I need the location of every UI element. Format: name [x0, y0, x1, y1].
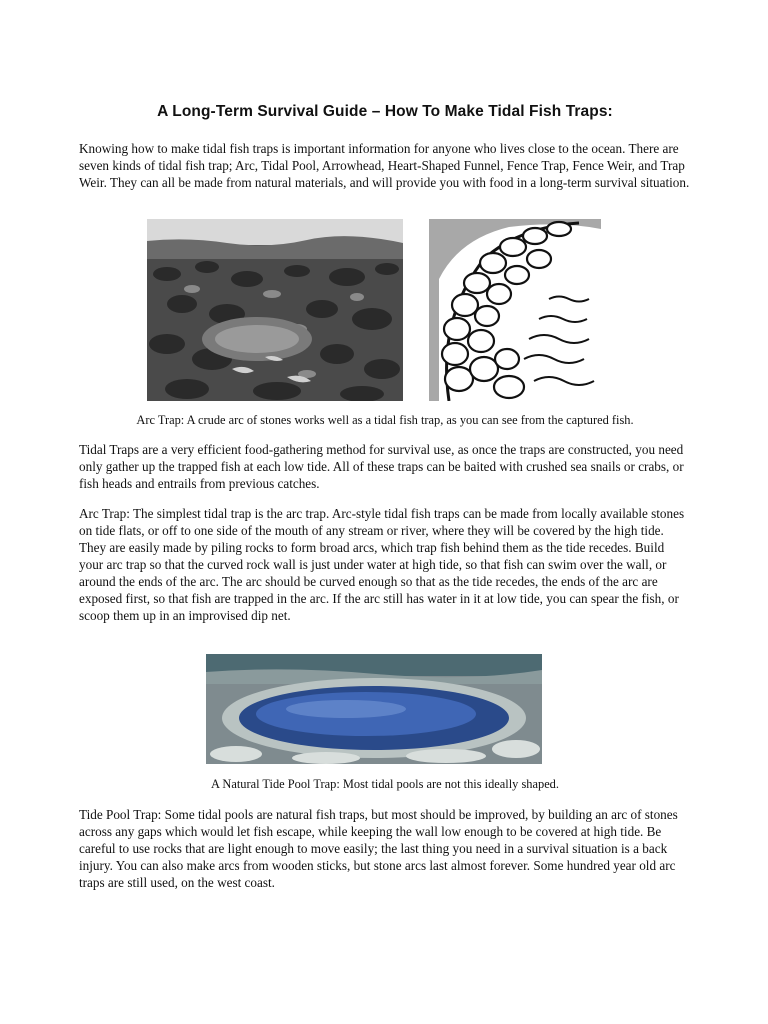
tide-pool-photo — [206, 654, 542, 764]
arc-trap-drawing — [429, 219, 601, 401]
tide-pool-caption: A Natural Tide Pool Trap: Most tidal pools are not this ideally shaped. — [211, 777, 559, 791]
tidal-traps-paragraph: Tidal Traps are a very efficient food-gathering method for survival use, as once the traps are constructed, you need only gather up the trapped fish at each low tide. All of these traps can be baited with crushed sea snails or crabs, or fish heads and entrails from previous catches. — [79, 442, 684, 491]
arc-trap-caption: Arc Trap: A crude arc of stones works well as a tidal fish trap, as you can see from the captured fish. — [136, 413, 634, 427]
arc-trap-photo — [147, 219, 403, 401]
arc-trap-paragraph: Arc Trap: The simplest tidal trap is the arc trap. Arc-style tidal fish traps can be made from locally available stones on tide flats, or off to one side of the mouth of any stream or river, where they will be covered by the high tide. They are easily made by piling rocks to form broad arcs, which trap fish behind them as the tide recedes. Build your arc trap so that the curved rock wall is just under water at high tide, so that fish can swim over the wall, or around the ends of the arc. The arc should be curved enough so that as the tide recedes, the ends of the arc are exposed first, so that fish are trapped in the arc. If the arc still has water in it at low tide, you can spear the fish, or scoop them up in an improvised dip net. — [79, 506, 685, 623]
tide-pool-paragraph: Tide Pool Trap: Some tidal pools are natural fish traps, but most should be improved, by building an arc of stones across any gaps which would let fish escape, while keeping the wall low enough to be covered at high tide. Be careful to use rocks that are light enough to move easily; the last thing you need in a survival situation is a back injury. You can also make arcs from wooden sticks, but stone arcs last almost forever. Some hundred year old arc traps are still used, on the west coast. — [79, 807, 678, 890]
intro-paragraph: Knowing how to make tidal fish traps is important information for anyone who lives close to the ocean. There are seven kinds of tidal fish trap; Arc, Tidal Pool, Arrowhead, Heart-Shaped Funnel, Fence Trap, Fence Weir, and Trap Weir. They can all be made from natural materials, and will provide you with food in a long-term survival situation. — [79, 141, 690, 190]
document-title: A Long-Term Survival Guide – How To Make Tidal Fish Traps: — [157, 103, 613, 120]
